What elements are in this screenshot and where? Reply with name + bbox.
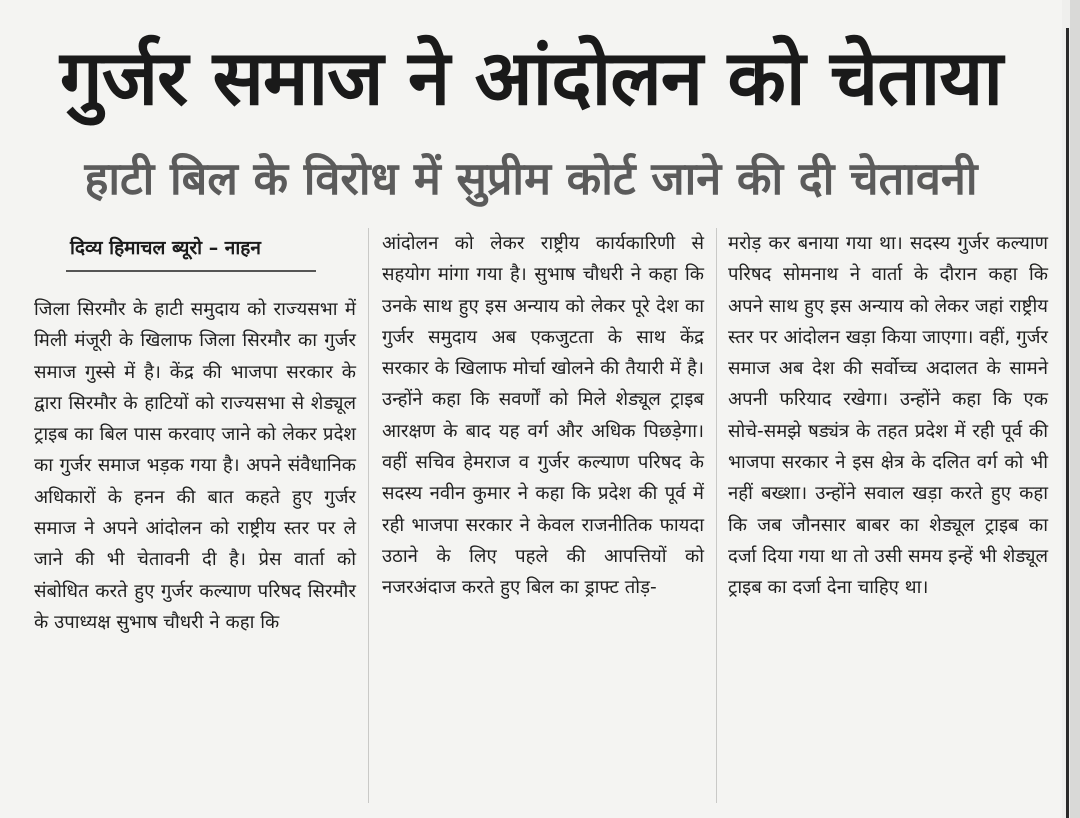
- article-column-1: जिला सिरमौर के हाटी समुदाय को राज्यसभा में मिली मंजूरी के खिलाफ जिला सिरमौर का गुर्जर समाज गुस्से में है। केंद्र की भाजपा सरकार के द्वारा सिरमौर के हाटियों को राज्यसभा से शेड्यूल ट्राइब का बिल पास करवाए जाने को लेकर प्रदेश का गुर्जर समाज भड़क गया है। अपने संवैधानिक अधिकारों के हनन की बात कहते हुए गुर्जर समाज ने अपने आंदोलन को राष्ट्रीय स्तर पर ले जाने की भी चेतावनी दी है। प्रेस वार्ता को संबोधित करते हुए गुर्जर कल्याण परिषद सिरमौर के उपाध्यक्ष सुभाष चौधरी ने कहा कि: [34, 299, 356, 633]
- column-divider: [716, 228, 717, 803]
- article-column-3: मरोड़ कर बनाया गया था। सदस्य गुर्जर कल्याण परिषद सोमनाथ ने वार्ता के दौरान कहा कि अपने साथ हुए इस अन्याय को लेकर जहां राष्ट्रीय स्तर पर आंदोलन खड़ा किया जाएगा। वहीं, गुर्जर समाज अब देश की सर्वोच्च अदालत के सामने अपनी फरियाद रखेगा। उन्होंने कहा कि एक सोचे-समझे षड्यंत्र के तहत प्रदेश में रही पूर्व की भाजपा सरकार ने इस क्षेत्र के दलित वर्ग को भी नहीं बख्शा। उन्होंने सवाल खड़ा करते हुए कहा कि जब जौनसार बाबर का शेड्यूल ट्राइब का दर्जा दिया गया था तो उसी समय इन्हें भी शेड्यूल ट्राइब का दर्जा देना चाहिए था।: [728, 233, 1048, 599]
- subheadline: हाटी बिल के विरोध में सुप्रीम कोर्ट जाने की दी चेतावनी: [84, 152, 978, 205]
- headline: गुर्जर समाज ने आंदोलन को चेताया: [59, 33, 1003, 122]
- byline: दिव्य हिमाचल ब्यूरो – नाहन: [70, 237, 261, 259]
- article-column-2: आंदोलन को लेकर राष्ट्रीय कार्यकारिणी से सहयोग मांगा गया है। सुभाष चौधरी ने कहा कि उनके साथ हुए इस अन्याय को लेकर पूरे देश का गुर्जर समुदाय अब एकजुटता के साथ केंद्र सरकार के खिलाफ मोर्चा खोलने की तैयारी में है। उन्होंने कहा कि सवर्णों को मिले शेड्यूल ट्राइब आरक्षण के बाद यह वर्ग और अधिक पिछड़ेगा। वहीं सचिव हेमराज व गुर्जर कल्याण परिषद के सदस्य नवीन कुमार ने कहा कि प्रदेश की पूर्व में रही भाजपा सरकार ने केवल राजनीतिक फायदा उठाने के लिए पहले की आपत्तियों को नजरअंदाज करते हुए बिल का ड्राफ्ट तोड़-: [382, 233, 704, 599]
- column-divider: [368, 228, 369, 803]
- page-edge-rule: [1066, 28, 1069, 818]
- page-edge: [1070, 0, 1080, 818]
- byline-underline: [66, 270, 316, 272]
